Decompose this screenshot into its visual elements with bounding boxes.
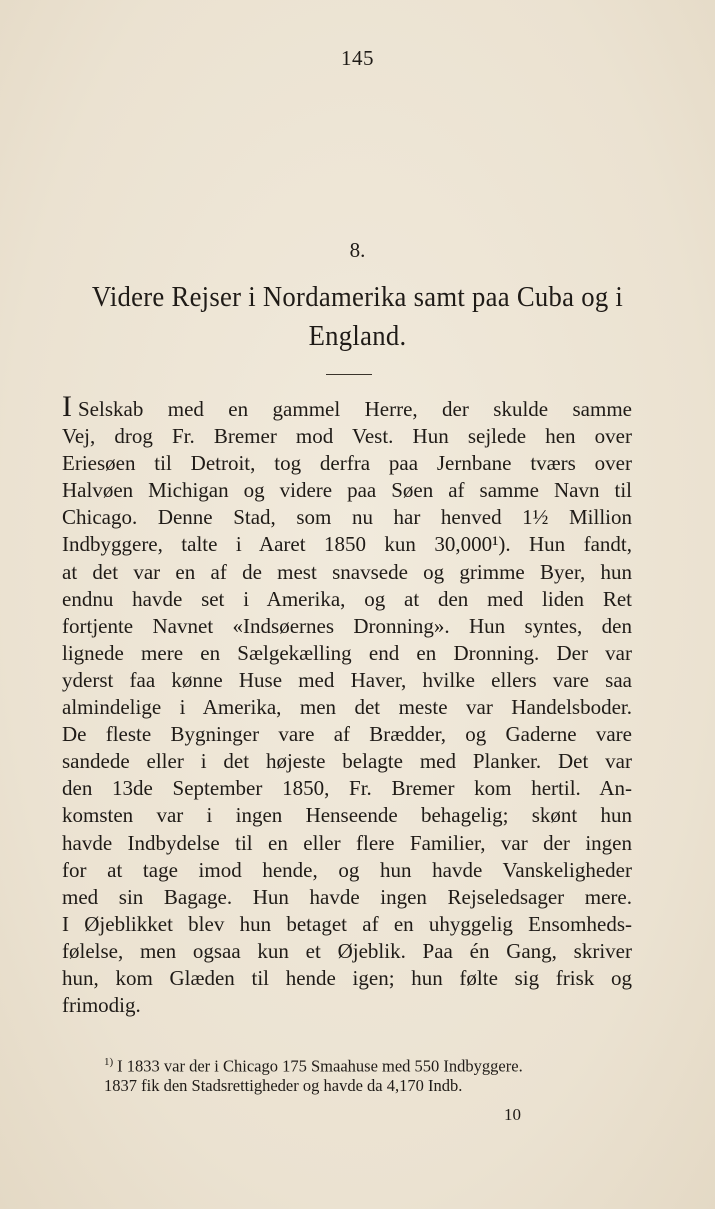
body-line: yderst faa kønne Huse med Haver, hvilke ellers vare saa xyxy=(62,667,632,692)
footnote-line-2: 1837 fik den Stadsrettigheder og havde da 4,170 Indb. xyxy=(104,1076,463,1095)
footnote-marker: 1) xyxy=(104,1056,114,1068)
body-line: Eriesøen til Detroit, tog derfra paa Jernbane tværs over xyxy=(62,451,632,476)
chapter-number: 8. xyxy=(349,238,366,262)
chapter-title-line-1: Videre Rejser i Nordamerika samt paa Cuba og i xyxy=(91,281,624,313)
body-line: lignede mere en Sælgekælling end en Dronning. Der var xyxy=(62,640,632,665)
body-line: komsten var i ingen Henseende behagelig; skønt hun xyxy=(62,803,632,828)
body-text xyxy=(62,390,632,1019)
footnote-line-1 xyxy=(104,1051,634,1074)
chapter-title-line-2: England. xyxy=(308,320,407,352)
chapter-title xyxy=(84,278,631,356)
body-line: hun, kom Glæden til hende igen; hun følte sig frisk og xyxy=(62,965,632,990)
body-line xyxy=(62,390,632,423)
body-line-text: Selskab med en gammel Herre, der skulde samme xyxy=(78,397,632,421)
body-line: frimodig. xyxy=(62,993,141,1018)
body-line: Chicago. Denne Stad, som nu har henved 1½ Million xyxy=(62,505,632,530)
footnote-text-1: I 1833 var der i Chicago 175 Smaahuse med 550 Indbyggere. xyxy=(117,1056,523,1076)
title-divider-rule xyxy=(326,374,372,375)
body-line: almindelige i Amerika, men det meste var Handelsboder. xyxy=(62,695,632,720)
body-line: endnu havde set i Amerika, og at den med liden Ret xyxy=(62,586,632,611)
body-line: at det var en af de mest snavsede og grimme Byer, hun xyxy=(62,559,632,584)
body-line: havde Indbydelse til en eller flere Familier, var der ingen xyxy=(62,830,632,855)
body-line: med sin Bagage. Hun havde ingen Rejseledsager mere. xyxy=(62,884,632,909)
body-line: den 13de September 1850, Fr. Bremer kom hertil. An- xyxy=(62,776,632,801)
body-line: Halvøen Michigan og videre paa Søen af samme Navn til xyxy=(62,478,632,503)
printer-signature-mark: 10 xyxy=(504,1105,521,1124)
drop-cap: I xyxy=(62,390,72,423)
body-line: følelse, men ogsaa kun et Øjeblik. Paa én Gang, skriver xyxy=(62,938,632,963)
body-line: fortjente Navnet «Indsøernes Dronning». Hun syntes, den xyxy=(62,613,632,638)
footnote xyxy=(104,1051,634,1097)
body-line: De fleste Bygninger vare af Brædder, og Gaderne vare xyxy=(62,722,632,747)
body-line: Indbyggere, talte i Aaret 1850 kun 30,000¹). Hun fandt, xyxy=(62,532,632,557)
body-line: sandede eller i det højeste belagte med Planker. Det var xyxy=(62,749,632,774)
page-number: 145 xyxy=(341,46,374,70)
body-line: for at tage imod hende, og hun havde Vanskeligheder xyxy=(62,857,632,882)
body-line: Vej, drog Fr. Bremer mod Vest. Hun sejlede hen over xyxy=(62,424,632,449)
body-line: I Øjeblikket blev hun betaget af en uhyggelig Ensomheds- xyxy=(62,911,632,936)
